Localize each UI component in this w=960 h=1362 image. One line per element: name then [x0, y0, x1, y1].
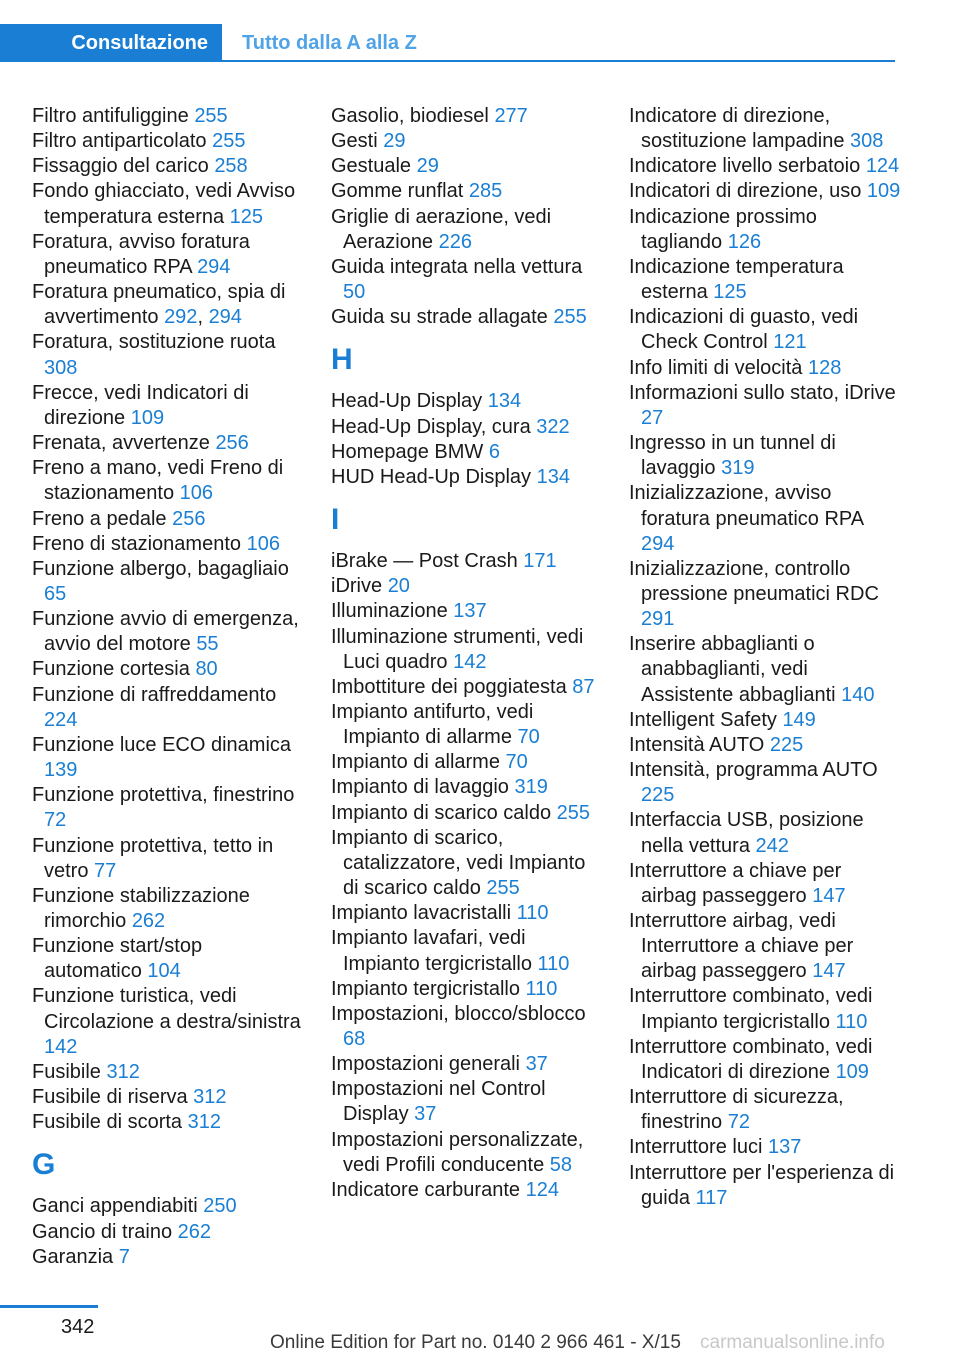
index-entry-text: Interruttore di sicurezza, finestrino — [629, 1086, 844, 1134]
index-entry — [32, 230, 304, 280]
index-entry — [629, 305, 901, 355]
page-link[interactable]: 125 — [713, 281, 747, 304]
index-entry-text: Guida su strade allagate — [331, 306, 548, 329]
index-entry-text: Frenata, avvertenze — [32, 432, 210, 455]
page-link[interactable]: 319 — [514, 776, 548, 799]
index-entry — [32, 129, 304, 154]
page-link[interactable]: 110 — [525, 977, 558, 1000]
index-entry — [629, 557, 901, 632]
page-link[interactable]: 277 — [494, 105, 528, 127]
index-entry — [32, 834, 304, 884]
page-link[interactable]: 27 — [641, 406, 664, 429]
index-entry — [331, 750, 603, 775]
page-link[interactable]: 312 — [187, 1111, 221, 1134]
page-link[interactable]: 68 — [343, 1028, 366, 1050]
index-entry — [331, 205, 603, 255]
page-link[interactable]: 110 — [835, 1010, 868, 1033]
index-entry-text: Intensità, programma AUTO — [629, 759, 878, 782]
page-link[interactable]: 149 — [782, 708, 816, 731]
index-entry-text: Freno di stazionamento — [32, 532, 242, 555]
page-link[interactable]: 294 — [197, 255, 231, 278]
page-link[interactable]: 72 — [727, 1111, 750, 1134]
index-entry — [331, 826, 603, 901]
index-entry — [629, 708, 901, 733]
index-entry — [32, 657, 304, 682]
index-entry — [331, 255, 603, 305]
page-link[interactable]: 137 — [767, 1136, 802, 1159]
page-link[interactable]: 6 — [488, 440, 500, 463]
index-entry-text: Impianto lavafari, vedi Impianto tergicristallo — [331, 927, 532, 975]
index-letter-heading: H — [331, 343, 353, 377]
index-entry-text: Impostazioni personalizzate, vedi Profili conducente — [331, 1128, 584, 1176]
index-entry — [331, 549, 603, 574]
index-entry-text: Interruttore airbag, vedi Interruttore a chiave per airbag passeggero — [629, 910, 854, 983]
index-entry-text: Imbottiture dei poggiatesta — [331, 675, 567, 698]
index-entry — [331, 104, 603, 129]
index-entry — [331, 1002, 603, 1052]
index-entry — [331, 440, 603, 465]
index-entry — [629, 381, 901, 431]
index-entry — [331, 901, 603, 926]
index-entry-text: Funzione luce ECO dinamica — [32, 733, 292, 756]
page-link[interactable]: 255 — [194, 105, 228, 127]
page-link[interactable]: 37 — [414, 1103, 437, 1126]
index-entry — [331, 675, 603, 700]
index-entry — [331, 389, 603, 414]
index-entry-text: Fusibile — [32, 1060, 101, 1083]
index-entry-text: Impostazioni, blocco/sblocco — [331, 1002, 586, 1025]
page-link[interactable]: 137 — [453, 600, 487, 623]
page-link[interactable]: 142 — [453, 650, 487, 673]
index-entry-text: Ganci appendiabiti — [32, 1195, 198, 1218]
index-entry-text: Filtro antifuliggine — [32, 105, 189, 127]
index-entry-text: HUD Head-Up Display — [331, 465, 532, 488]
index-entry — [629, 1085, 901, 1135]
index-entry-text: Gancio di traino — [32, 1220, 173, 1243]
index-entry — [331, 415, 603, 440]
subsection-tab[interactable]: Tutto dalla A alla Z — [242, 32, 417, 54]
index-entry-text: Impostazioni nel Control Display — [331, 1078, 546, 1126]
index-entry-text: Gomme runflat — [331, 180, 464, 203]
index-entry-text: Fondo ghiacciato, vedi Avviso temperatura esterna — [32, 180, 296, 228]
page-link[interactable]: 312 — [193, 1086, 227, 1109]
index-entry-text: Indicazioni di guasto, vedi Check Control — [629, 306, 859, 354]
page-link[interactable]: 128 — [807, 356, 842, 379]
index-entry-text: Funzione protettiva, finestrino — [32, 784, 295, 807]
page-link[interactable]: 255 — [486, 877, 520, 900]
index-entry-text: Fusibile di scorta — [32, 1111, 183, 1134]
page-link[interactable]: 139 — [44, 759, 78, 782]
index-entry — [32, 330, 304, 380]
page-link[interactable]: 7 — [118, 1245, 130, 1268]
index-entry-text: Illuminazione strumenti, vedi Luci quadro — [331, 625, 584, 673]
index-entry-text: Funzione di raffreddamento — [32, 683, 277, 706]
index-entry-text: Funzione start/stop automatico — [32, 935, 203, 983]
index-entry — [629, 733, 901, 758]
index-entry — [331, 1128, 603, 1178]
index-entry — [331, 1178, 603, 1203]
edition-footer: Online Edition for Part no. 0140 2 966 461 - X/15 — [270, 1332, 681, 1353]
page-link[interactable]: 224 — [44, 708, 78, 731]
index-entry — [629, 859, 901, 909]
index-entry — [331, 179, 603, 204]
index-entry — [32, 456, 304, 506]
index-entry-text: Indicazione temperatura esterna — [629, 255, 844, 304]
index-entry: Foratura pneumatico, spia di avvertimento 292, 294 — [32, 281, 286, 329]
page-link[interactable]: 70 — [505, 751, 528, 774]
page-number: 342 — [61, 1316, 95, 1338]
index-entry-text: Impianto di lavaggio — [331, 776, 509, 799]
index-entry — [32, 683, 304, 733]
index-entry — [32, 733, 304, 783]
index-entry-text: iDrive — [331, 575, 383, 598]
index-entry-text: Funzione albergo, bagagliaio — [32, 557, 289, 580]
index-entry-text: Interfaccia USB, posizione nella vettura — [629, 809, 864, 857]
index-entry-text: Indicatore di direzione, sostituzione lampadine — [629, 105, 845, 153]
index-entry — [32, 934, 304, 984]
page-link[interactable]: 294 — [641, 532, 675, 555]
page-link[interactable]: 285 — [468, 180, 503, 203]
page-link[interactable]: 291 — [641, 608, 675, 631]
index-entry — [331, 305, 603, 330]
page-link[interactable]: 292 — [164, 306, 198, 329]
index-entry-text: Guida integrata nella vettura — [331, 255, 583, 278]
page-link[interactable]: 308 — [850, 130, 884, 153]
index-entry-text: Garanzia — [32, 1245, 114, 1268]
index-entry-text: Impostazioni generali — [331, 1053, 520, 1076]
page-link[interactable]: 308 — [44, 356, 78, 379]
page-link[interactable]: 106 — [179, 482, 214, 505]
index-entry-text: Impianto antifurto, vedi Impianto di allarme — [331, 700, 534, 749]
index-entry-text: Freno a pedale — [32, 507, 167, 530]
index-entry — [32, 154, 304, 179]
index-entry-text: Frecce, vedi Indicatori di direzione — [32, 381, 249, 429]
page-link[interactable]: 171 — [523, 550, 557, 573]
index-entry-text: Fusibile di riserva — [32, 1086, 188, 1109]
index-entry — [32, 1194, 304, 1219]
index-entry-text: Foratura pneumatico, spia di avvertimento — [32, 281, 286, 329]
index-entry — [629, 1135, 901, 1160]
page-link[interactable]: 147 — [812, 884, 846, 907]
page-link[interactable]: 225 — [641, 784, 675, 807]
page-link[interactable]: 104 — [147, 960, 181, 983]
index-entry — [629, 481, 901, 556]
page-link[interactable]: 117 — [695, 1186, 728, 1209]
index-entry-text: Impianto di scarico, catalizzatore, vedi Impianto di scarico caldo — [331, 826, 586, 900]
index-entry — [629, 356, 901, 381]
index-entry — [629, 758, 901, 808]
index-entry — [629, 104, 901, 154]
page-link[interactable]: 242 — [755, 834, 789, 857]
page-link[interactable]: 262 — [177, 1220, 212, 1243]
index-entry — [331, 129, 603, 154]
page-link[interactable]: 29 — [416, 155, 439, 178]
index-entry — [629, 431, 901, 481]
page-link[interactable]: 124 — [865, 155, 900, 178]
watermark: carmanualsonline.info — [700, 1332, 885, 1353]
index-entry-text: Illuminazione — [331, 600, 448, 623]
page-link[interactable]: 256 — [172, 507, 206, 530]
page-link[interactable]: 121 — [773, 331, 807, 354]
page-link[interactable]: 37 — [525, 1053, 548, 1076]
index-entry — [331, 599, 603, 624]
page-link[interactable]: 322 — [536, 415, 570, 438]
index-entry-text: Freno a mano, vedi Freno di stazionamento — [32, 457, 284, 505]
index-letter-heading: I — [331, 503, 340, 537]
page-link[interactable]: 87 — [572, 675, 595, 698]
index-entry-text: Gesti — [331, 130, 378, 153]
index-entry — [331, 700, 603, 750]
index-entry — [32, 507, 304, 532]
index-entry-text: Funzione stabilizzazione rimorchio — [32, 884, 250, 932]
index-column-3 — [629, 104, 901, 1211]
index-entry-text: Griglie di aerazione, vedi Aerazione — [331, 205, 552, 253]
section-tab[interactable]: Consultazione — [0, 24, 222, 62]
index-entry — [32, 783, 304, 833]
index-entry — [629, 154, 901, 179]
index-entry — [32, 179, 304, 229]
index-entry-text: Funzione cortesia — [32, 658, 190, 681]
page-link[interactable]: 250 — [203, 1195, 237, 1218]
index-entry-text: Funzione avvio di emergenza, avvio del motore — [32, 608, 299, 656]
index-entry-text: Info limiti di velocità — [629, 356, 803, 379]
header-rule — [0, 60, 895, 62]
index-entry — [331, 977, 603, 1002]
page-link[interactable]: 142 — [44, 1035, 78, 1058]
index-entry — [629, 632, 901, 707]
index-entry-text: Impianto lavacristalli — [331, 902, 512, 925]
page-link[interactable]: 226 — [438, 230, 472, 253]
index-entry-text: Indicatori di direzione, uso — [629, 180, 862, 203]
page-link[interactable]: 125 — [229, 205, 264, 228]
page-link[interactable]: 258 — [214, 155, 248, 178]
index-entry — [331, 801, 603, 826]
page-link[interactable]: 29 — [383, 130, 406, 153]
page-link[interactable]: 126 — [727, 230, 762, 253]
index-entry — [32, 1110, 304, 1135]
page-link[interactable]: 256 — [215, 432, 249, 455]
page-link[interactable]: 109 — [130, 406, 165, 429]
index-column-1 — [32, 104, 304, 1270]
index-entry-text: Indicatore carburante — [331, 1178, 521, 1201]
index-entry-text: Interruttore combinato, vedi Impianto tergicristallo — [629, 985, 873, 1033]
index-entry — [331, 465, 603, 490]
index-entry — [32, 984, 304, 1059]
index-entry — [331, 1052, 603, 1077]
index-entry — [32, 884, 304, 934]
page-link[interactable]: 109 — [835, 1060, 869, 1083]
index-entry — [629, 1161, 901, 1211]
index-entry — [32, 381, 304, 431]
index-entry-text: Interruttore combinato, vedi Indicatori di direzione — [629, 1035, 873, 1083]
footer-rule — [0, 1305, 98, 1308]
index-entry — [629, 179, 901, 204]
index-entry-text: Interruttore per l'esperienza di guida — [629, 1161, 895, 1209]
index-entry — [32, 607, 304, 657]
index-entry-text: Intensità AUTO — [629, 733, 765, 756]
index-entry — [629, 808, 901, 858]
index-entry — [32, 557, 304, 607]
page-link[interactable]: 262 — [131, 910, 166, 932]
index-entry — [629, 1035, 901, 1085]
index-entry-text: Homepage BMW — [331, 440, 484, 463]
index-entry — [629, 205, 901, 255]
index-entry-text: Funzione turistica, vedi Circolazione a destra/sinistra — [32, 985, 301, 1033]
page-link[interactable]: 319 — [721, 457, 755, 480]
index-entry-text: Interruttore luci — [629, 1136, 763, 1159]
index-entry — [32, 1085, 304, 1110]
page-link[interactable]: 106 — [246, 532, 280, 555]
index-column-2 — [331, 104, 603, 1203]
page-link[interactable]: 124 — [525, 1178, 559, 1201]
index-entry — [629, 255, 901, 305]
page-link[interactable]: 20 — [387, 575, 410, 598]
page-link[interactable]: 72 — [44, 809, 67, 832]
index-entry-text: Impianto di allarme — [331, 751, 500, 774]
page-link[interactable]: 134 — [487, 390, 522, 413]
index-entry — [331, 625, 603, 675]
index-entry-text: Indicatore livello serbatoio — [629, 155, 861, 178]
index-entry — [629, 909, 901, 984]
index-entry-text: Inizializzazione, avviso foratura pneumatico RPA — [629, 482, 863, 530]
index-entry-text: Informazioni sullo stato, iDrive — [629, 381, 896, 404]
index-entry-text: Intelligent Safety — [629, 708, 777, 731]
index-entry — [32, 431, 304, 456]
index-entry — [32, 1060, 304, 1085]
page-link[interactable]: 110 — [537, 952, 570, 975]
index-entry — [32, 532, 304, 557]
page-link[interactable]: 55 — [196, 633, 219, 656]
page-link[interactable]: 312 — [106, 1060, 140, 1083]
page-link[interactable]: 70 — [517, 726, 540, 749]
page-link[interactable]: 255 — [556, 801, 591, 824]
index-entry — [331, 926, 603, 976]
index-entry-text: Filtro antiparticolato — [32, 130, 207, 153]
index-entry-text: Foratura, sostituzione ruota — [32, 331, 276, 354]
index-entry-text: Impianto di scarico caldo — [331, 801, 552, 824]
page-link[interactable]: 147 — [812, 960, 846, 983]
index-entry-text: Gestuale — [331, 155, 412, 178]
index-entry-text: Head-Up Display — [331, 390, 483, 413]
index-entry-text: Impianto tergicristallo — [331, 977, 520, 1000]
page-link[interactable]: 77 — [94, 859, 117, 882]
page-link[interactable]: 294 — [208, 306, 242, 329]
index-entry-text: Fissaggio del carico — [32, 155, 209, 178]
index-letter-heading: G — [32, 1148, 56, 1182]
index-entry-text: Gasolio, biodiesel — [331, 105, 489, 127]
index-entry-text: Foratura, avviso foratura pneumatico RPA — [32, 230, 250, 278]
page-link[interactable]: 255 — [212, 130, 246, 153]
index-entry — [32, 1220, 304, 1245]
page-link[interactable]: 110 — [516, 902, 549, 925]
index-entry-text: iBrake — Post Crash — [331, 550, 518, 573]
index-entry — [32, 104, 304, 129]
page-link[interactable]: 65 — [44, 582, 67, 605]
index-entry-text: Inizializzazione, controllo pressione pneumatici RDC — [629, 557, 879, 605]
index-entry-text: Interruttore a chiave per airbag passeggero — [629, 859, 842, 907]
index-entry-text: Inserire abbaglianti o anabbaglianti, vedi Assistente abbaglianti — [629, 633, 836, 706]
index-entry — [331, 154, 603, 179]
index-entry — [331, 775, 603, 800]
index-entry-text: Indicazione prossimo tagliando — [629, 205, 817, 253]
page-link[interactable]: 255 — [553, 306, 587, 329]
page-link[interactable]: 109 — [866, 180, 901, 203]
index-entry — [32, 1245, 304, 1270]
index-entry-text: Funzione protettiva, tetto in vetro — [32, 834, 274, 882]
index-entry — [331, 574, 603, 599]
page-link[interactable]: 140 — [841, 683, 875, 706]
page-link[interactable]: 225 — [769, 733, 804, 756]
index-entry-text: Head-Up Display, cura — [331, 415, 531, 438]
index-entry — [629, 984, 901, 1034]
index-entry-text: Ingresso in un tunnel di lavaggio — [629, 432, 836, 480]
page-link[interactable]: 50 — [343, 281, 366, 304]
page-link[interactable]: 134 — [536, 465, 570, 488]
index-entry — [331, 1077, 603, 1127]
page-link[interactable]: 80 — [195, 658, 218, 681]
page-link[interactable]: 58 — [549, 1153, 573, 1176]
